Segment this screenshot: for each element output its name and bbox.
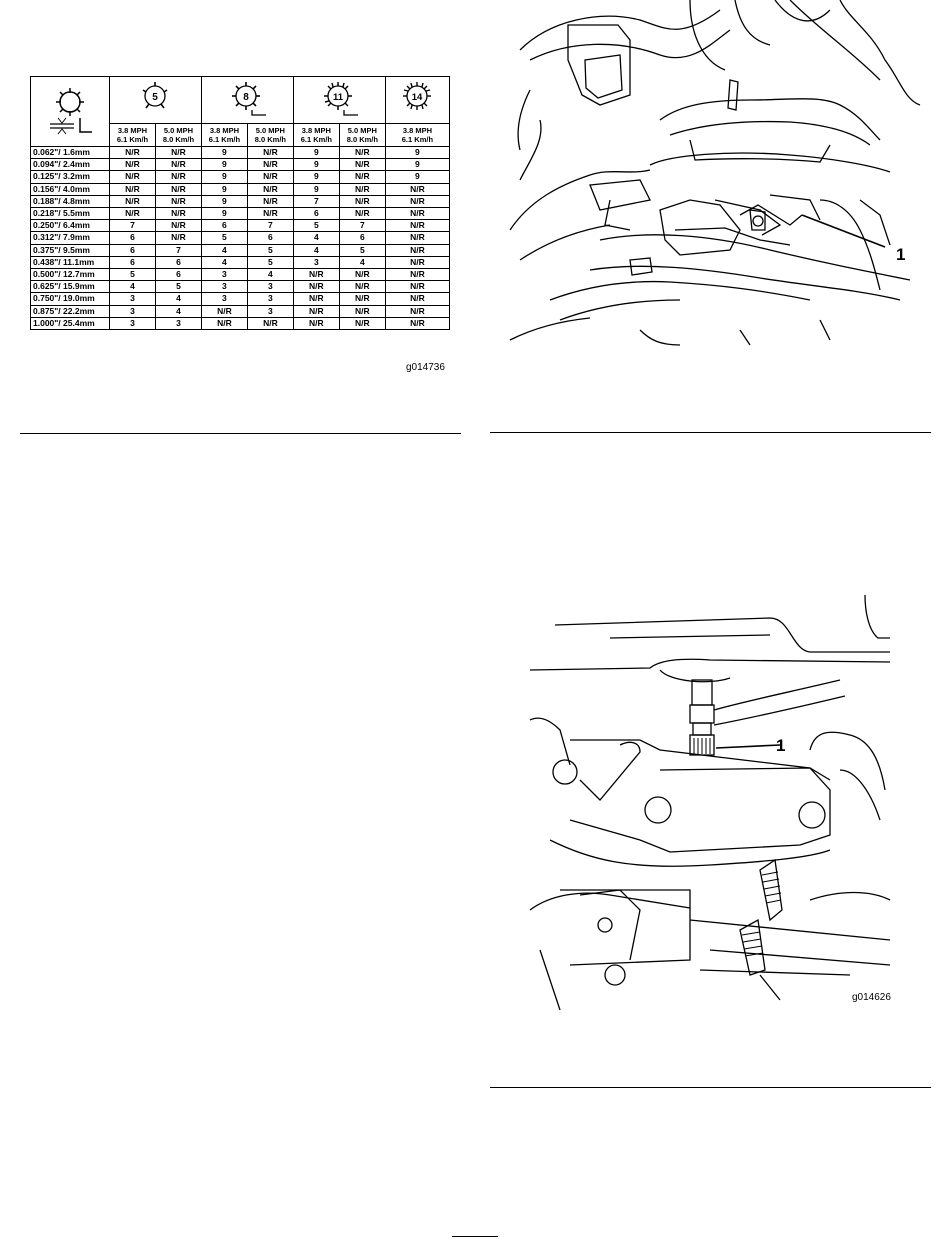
clip-value-cell: N/R xyxy=(385,269,449,281)
clip-value-cell: 9 xyxy=(201,159,247,171)
clip-value-cell: 3 xyxy=(155,317,201,329)
clip-value-cell: 3 xyxy=(293,256,339,268)
clip-value-cell: N/R xyxy=(339,195,385,207)
reel-height-icon xyxy=(40,80,100,140)
clip-value-cell: 4 xyxy=(247,269,293,281)
height-of-cut-cell: 0.625"/ 15.9mm xyxy=(31,281,110,293)
clip-value-cell: 3 xyxy=(110,293,156,305)
clip-value-cell: N/R xyxy=(339,293,385,305)
clip-value-cell: 9 xyxy=(201,183,247,195)
speed-header: 5.0 MPH 8.0 Km/h xyxy=(339,124,385,147)
height-of-cut-cell: 0.438"/ 11.1mm xyxy=(31,256,110,268)
clip-value-cell: N/R xyxy=(201,305,247,317)
height-of-cut-cell: 0.750"/ 19.0mm xyxy=(31,293,110,305)
table-row xyxy=(31,232,450,244)
clip-value-cell: N/R xyxy=(110,183,156,195)
speed-header: 3.8 MPH 6.1 Km/h xyxy=(293,124,339,147)
clip-value-cell: 3 xyxy=(247,293,293,305)
clip-value-cell: 6 xyxy=(110,256,156,268)
clip-value-cell: 6 xyxy=(110,244,156,256)
clip-value-cell: N/R xyxy=(247,317,293,329)
table-row xyxy=(31,195,450,207)
page-number-rule xyxy=(452,1236,498,1237)
engine-compartment-illustration xyxy=(490,0,930,360)
table-row xyxy=(31,147,450,159)
clip-value-cell: N/R xyxy=(247,208,293,220)
clip-value-cell: 4 xyxy=(110,281,156,293)
reel-11-blade-icon xyxy=(316,78,362,118)
clip-value-cell: N/R xyxy=(385,317,449,329)
table-row xyxy=(31,208,450,220)
height-of-cut-cell: 1.000"/ 25.4mm xyxy=(31,317,110,329)
clip-value-cell: N/R xyxy=(293,269,339,281)
clip-value-cell: 4 xyxy=(201,256,247,268)
section-divider xyxy=(490,1087,931,1088)
clip-value-cell: 9 xyxy=(385,147,449,159)
table-row xyxy=(31,171,450,183)
clip-value-cell: 3 xyxy=(201,281,247,293)
clip-value-cell: N/R xyxy=(385,220,449,232)
height-of-cut-cell: 0.250"/ 6.4mm xyxy=(31,220,110,232)
clip-value-cell: 5 xyxy=(293,220,339,232)
clip-value-cell: N/R xyxy=(385,208,449,220)
clip-value-cell: N/R xyxy=(385,305,449,317)
clip-value-cell: 5 xyxy=(110,269,156,281)
section-divider xyxy=(20,433,461,434)
clip-value-cell: N/R xyxy=(385,232,449,244)
clip-value-cell: 9 xyxy=(201,171,247,183)
clip-value-cell: 9 xyxy=(385,171,449,183)
speed-header: 5.0 MPH 8.0 Km/h xyxy=(247,124,293,147)
clip-value-cell: N/R xyxy=(385,293,449,305)
table-row xyxy=(31,305,450,317)
speed-header: 3.8 MPH 6.1 Km/h xyxy=(385,124,449,147)
blade-count-label: 14 xyxy=(412,92,423,104)
height-of-cut-cell: 0.156"/ 4.0mm xyxy=(31,183,110,195)
blade-14-header xyxy=(385,77,449,124)
clip-value-cell: N/R xyxy=(293,281,339,293)
clip-value-cell: 9 xyxy=(293,147,339,159)
height-of-cut-cell: 0.094"/ 2.4mm xyxy=(31,159,110,171)
table-row xyxy=(31,159,450,171)
clip-value-cell: 4 xyxy=(155,293,201,305)
height-of-cut-cell: 0.875"/ 22.2mm xyxy=(31,305,110,317)
clip-value-cell: 9 xyxy=(293,171,339,183)
clip-value-cell: 4 xyxy=(293,232,339,244)
clip-value-cell: N/R xyxy=(155,159,201,171)
clip-value-cell: 4 xyxy=(339,256,385,268)
blade-count-label: 5 xyxy=(152,92,159,104)
height-of-cut-header xyxy=(31,77,110,147)
clip-value-cell: N/R xyxy=(339,171,385,183)
height-of-cut-cell: 0.062"/ 1.6mm xyxy=(31,147,110,159)
clip-value-cell: 6 xyxy=(247,232,293,244)
clip-value-cell: 6 xyxy=(110,232,156,244)
clip-frequency-table xyxy=(30,76,450,330)
height-of-cut-cell: 0.218"/ 5.5mm xyxy=(31,208,110,220)
clip-value-cell: 9 xyxy=(293,183,339,195)
blade-5-header xyxy=(110,77,202,124)
reel-14-blade-icon xyxy=(395,78,439,118)
clip-value-cell: 4 xyxy=(201,244,247,256)
height-of-cut-cell: 0.125"/ 3.2mm xyxy=(31,171,110,183)
section-divider xyxy=(490,432,931,433)
clip-value-cell: N/R xyxy=(247,147,293,159)
table-row xyxy=(31,293,450,305)
clip-value-cell: N/R xyxy=(339,317,385,329)
callout-1: 1 xyxy=(896,245,906,264)
clip-value-cell: 6 xyxy=(155,256,201,268)
clip-value-cell: N/R xyxy=(385,256,449,268)
speed-header: 5.0 MPH 8.0 Km/h xyxy=(155,124,201,147)
clip-value-cell: N/R xyxy=(339,281,385,293)
clip-value-cell: 7 xyxy=(293,195,339,207)
clip-value-cell: N/R xyxy=(247,159,293,171)
clip-value-cell: 6 xyxy=(201,220,247,232)
reel-8-blade-icon xyxy=(224,78,270,118)
height-of-cut-cell: 0.500"/ 12.7mm xyxy=(31,269,110,281)
clip-value-cell: N/R xyxy=(339,183,385,195)
callout-1: 1 xyxy=(776,736,786,755)
clip-value-cell: N/R xyxy=(155,208,201,220)
clip-value-cell: 6 xyxy=(293,208,339,220)
table-row xyxy=(31,317,450,329)
clip-value-cell: 9 xyxy=(385,159,449,171)
clip-value-cell: N/R xyxy=(155,232,201,244)
clip-value-cell: 5 xyxy=(339,244,385,256)
clip-value-cell: 4 xyxy=(155,305,201,317)
clip-value-cell: N/R xyxy=(110,208,156,220)
clip-value-cell: N/R xyxy=(339,305,385,317)
clip-value-cell: 9 xyxy=(201,147,247,159)
blade-count-label: 11 xyxy=(333,92,344,104)
height-of-cut-cell: 0.375"/ 9.5mm xyxy=(31,244,110,256)
clip-value-cell: N/R xyxy=(155,220,201,232)
clip-value-cell: 7 xyxy=(110,220,156,232)
clip-value-cell: 7 xyxy=(155,244,201,256)
table-row xyxy=(31,256,450,268)
clip-value-cell: N/R xyxy=(201,317,247,329)
speed-header: 3.8 MPH 6.1 Km/h xyxy=(201,124,247,147)
clip-value-cell: N/R xyxy=(247,183,293,195)
blade-8-header xyxy=(201,77,293,124)
clip-value-cell: N/R xyxy=(155,183,201,195)
clip-value-cell: 9 xyxy=(201,208,247,220)
clip-value-cell: 3 xyxy=(201,269,247,281)
clip-value-cell: N/R xyxy=(110,147,156,159)
reel-5-blade-icon xyxy=(135,78,175,118)
clip-value-cell: N/R xyxy=(339,159,385,171)
clip-value-cell: 6 xyxy=(339,232,385,244)
clip-value-cell: 4 xyxy=(293,244,339,256)
clip-value-cell: N/R xyxy=(110,159,156,171)
clip-value-cell: 6 xyxy=(155,269,201,281)
clip-value-cell: 3 xyxy=(247,305,293,317)
clip-value-cell: 7 xyxy=(247,220,293,232)
clip-value-cell: 3 xyxy=(110,317,156,329)
clip-value-cell: N/R xyxy=(293,317,339,329)
clip-value-cell: N/R xyxy=(385,183,449,195)
blade-count-label: 8 xyxy=(243,92,250,104)
clip-value-cell: N/R xyxy=(155,147,201,159)
table-row xyxy=(31,269,450,281)
clip-value-cell: N/R xyxy=(339,208,385,220)
height-of-cut-cell: 0.188"/ 4.8mm xyxy=(31,195,110,207)
clip-value-cell: 3 xyxy=(201,293,247,305)
table-row xyxy=(31,220,450,232)
clip-value-cell: N/R xyxy=(110,171,156,183)
blade-11-header xyxy=(293,77,385,124)
clip-value-cell: N/R xyxy=(155,195,201,207)
table-body xyxy=(31,147,450,330)
clip-value-cell: N/R xyxy=(247,195,293,207)
clip-value-cell: 5 xyxy=(247,256,293,268)
clip-value-cell: 9 xyxy=(201,195,247,207)
clip-value-cell: N/R xyxy=(339,269,385,281)
table-row xyxy=(31,183,450,195)
clip-value-cell: 5 xyxy=(155,281,201,293)
speed-header: 3.8 MPH 6.1 Km/h xyxy=(110,124,156,147)
clip-value-cell: N/R xyxy=(385,195,449,207)
clip-value-cell: N/R xyxy=(385,281,449,293)
clip-value-cell: N/R xyxy=(385,244,449,256)
table-row xyxy=(31,281,450,293)
clip-value-cell: N/R xyxy=(293,293,339,305)
clip-value-cell: 7 xyxy=(339,220,385,232)
height-of-cut-cell: 0.312"/ 7.9mm xyxy=(31,232,110,244)
clip-value-cell: N/R xyxy=(110,195,156,207)
clip-value-cell: N/R xyxy=(155,171,201,183)
figure-id: g014736 xyxy=(406,362,445,373)
clip-value-cell: N/R xyxy=(247,171,293,183)
figure-id: g014626 xyxy=(852,992,891,1003)
clip-value-cell: N/R xyxy=(293,305,339,317)
clip-value-cell: 3 xyxy=(110,305,156,317)
clip-value-cell: 9 xyxy=(293,159,339,171)
clip-value-cell: 5 xyxy=(247,244,293,256)
grease-fitting-illustration xyxy=(510,590,900,1010)
clip-value-cell: N/R xyxy=(339,147,385,159)
clip-value-cell: 3 xyxy=(247,281,293,293)
clip-value-cell: 5 xyxy=(201,232,247,244)
table-row xyxy=(31,244,450,256)
